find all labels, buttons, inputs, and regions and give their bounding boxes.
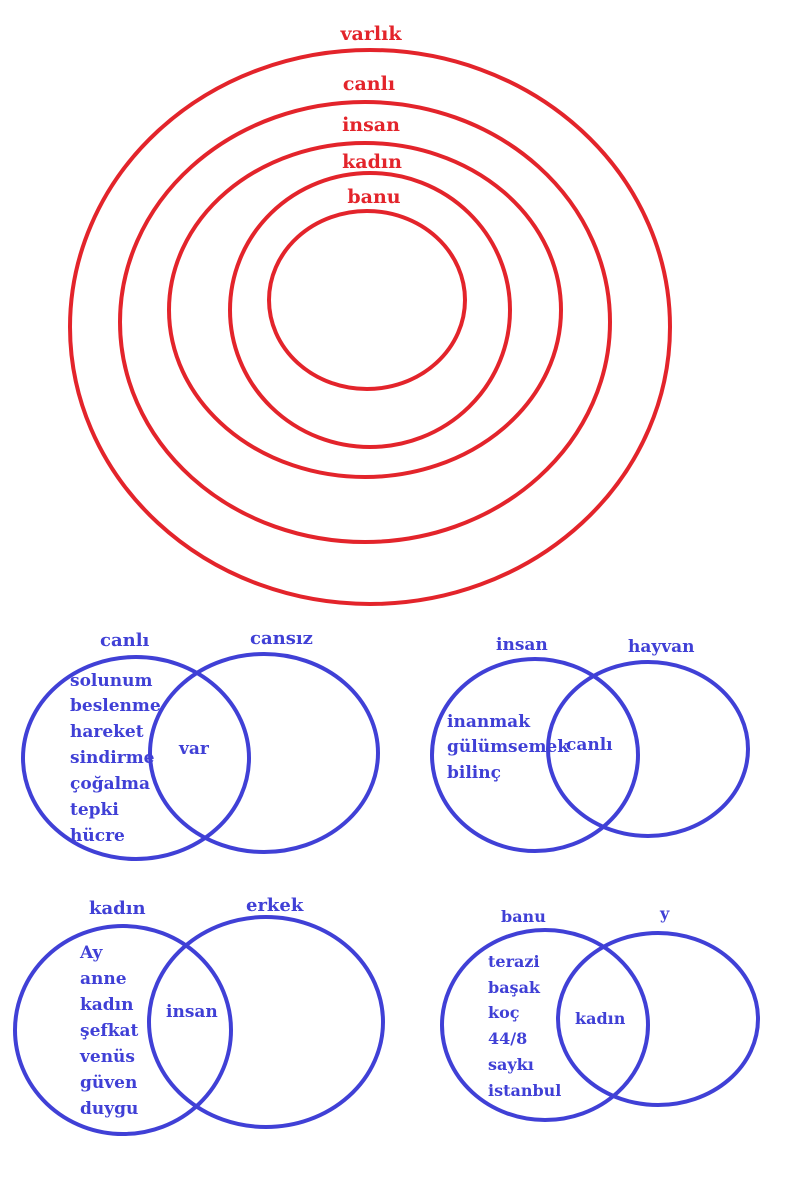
venn2-left-label: insan (496, 635, 548, 655)
venn4-intersection: kadın (575, 1009, 626, 1028)
label-kadin: kadın (342, 151, 402, 173)
venn-banu-y (442, 904, 758, 1120)
label-banu: banu (347, 186, 401, 208)
venn3-item: duygu (80, 1099, 139, 1119)
venn4-left-label: banu (501, 907, 546, 926)
venn4-item: 44/8 (488, 1029, 528, 1048)
venn-kadin-erkek (15, 895, 383, 1134)
venn3-left-label: kadın (89, 898, 146, 919)
venn1-item: tepki (70, 800, 119, 820)
venn1-item: hareket (70, 722, 144, 742)
venn2-right-label: hayvan (628, 637, 695, 657)
label-varlik: varlık (340, 23, 402, 45)
venn1-right-label: cansız (250, 628, 313, 649)
label-insan: insan (342, 114, 400, 136)
venn4-item: saykı (488, 1055, 534, 1074)
venn3-item: anne (80, 969, 127, 989)
venn4-right-label: y (660, 904, 670, 923)
venn3-intersection: insan (166, 1002, 218, 1022)
venn1-item: hücre (70, 826, 125, 846)
venn-canli-cansiz (23, 628, 378, 859)
venn3-right-label: erkek (246, 895, 304, 916)
venn3-item: Ay (80, 943, 103, 963)
venn2-item: gülümsemek (447, 737, 570, 757)
venn-insan-hayvan (432, 635, 748, 851)
venn4-item: koç (488, 1003, 520, 1022)
venn1-item: solunum (70, 671, 153, 691)
venn3-right-circle (149, 917, 383, 1127)
venn1-left-label: canlı (100, 630, 150, 651)
venn1-item: beslenme (70, 696, 161, 716)
venn4-item: istanbul (488, 1081, 562, 1100)
venn2-intersection: canlı (566, 735, 613, 755)
venn3-item: şefkat (80, 1021, 139, 1041)
ellipse-banu (269, 211, 465, 389)
venn2-item: bilinç (447, 763, 501, 783)
venn4-item: terazi (488, 952, 540, 971)
venn3-item: güven (80, 1073, 138, 1093)
venn1-item: sindirme (70, 748, 155, 768)
venn1-item: çoğalma (70, 774, 151, 794)
venn1-intersection: var (179, 739, 209, 759)
venn3-item: kadın (80, 995, 134, 1015)
ellipse-kadin (230, 173, 510, 447)
venn4-item: başak (488, 978, 541, 997)
venn2-item: inanmak (447, 712, 530, 732)
label-canli: canlı (342, 73, 396, 95)
venn3-item: venüs (80, 1047, 135, 1067)
